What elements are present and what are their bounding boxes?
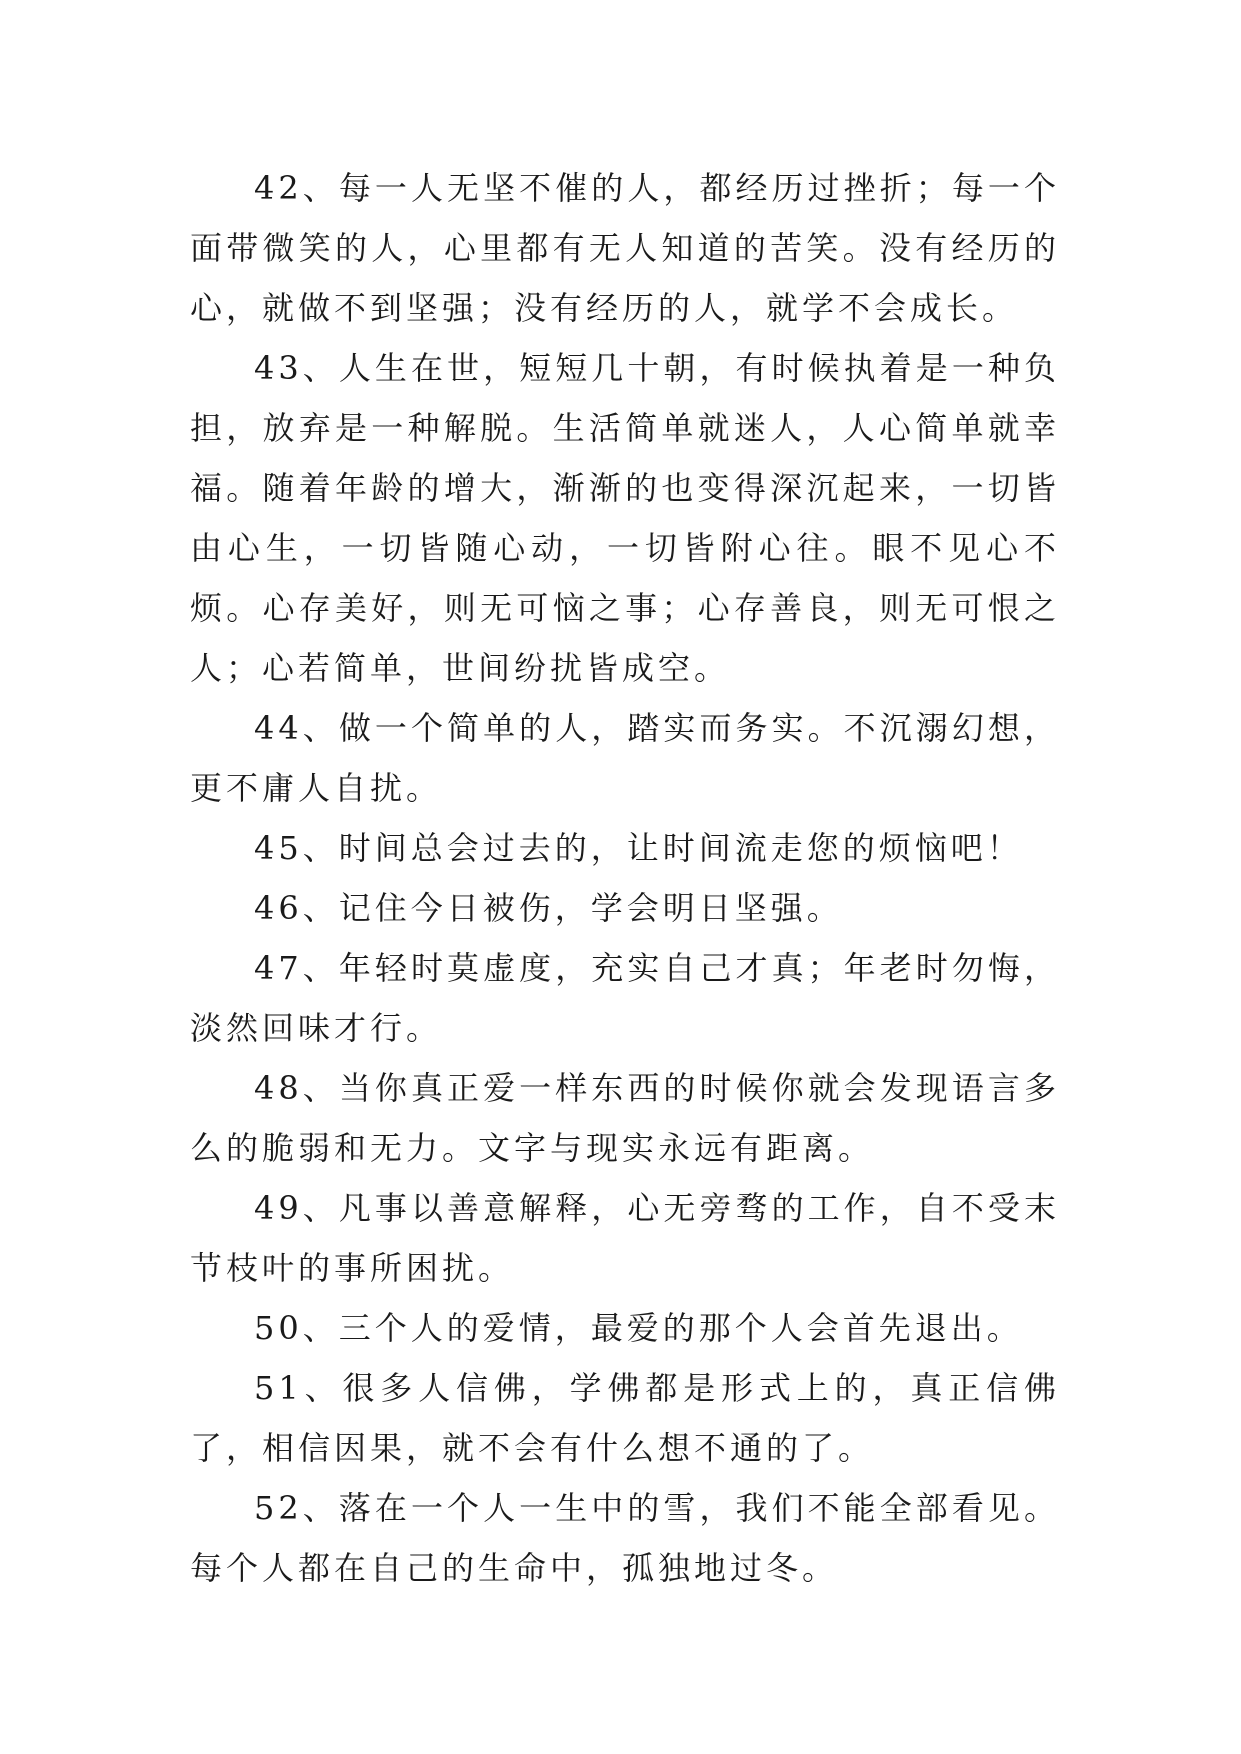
- paragraph-45: 45、时间总会过去的，让时间流走您的烦恼吧！: [254, 829, 1023, 867]
- paragraph-48: 48、当你真正爱一样东西的时候你就会发现语言多么的脆弱和无力。文字与现实永远有距离。: [190, 1069, 1060, 1167]
- paragraph-44: 44、做一个简单的人，踏实而务实。不沉溺幻想，更不庸人自扰。: [190, 709, 1060, 807]
- paragraph-50: 50、三个人的爱情，最爱的那个人会首先退出。: [254, 1309, 1023, 1347]
- paragraph-42: 42、每一人无坚不催的人，都经历过挫折；每一个面带微笑的人，心里都有无人知道的苦笑。没有经历的心，就做不到坚强；没有经历的人，就学不会成长。: [190, 169, 1060, 327]
- paragraph-52: 52、落在一个人一生中的雪，我们不能全部看见。每个人都在自己的生命中，孤独地过冬。: [190, 1489, 1060, 1587]
- paragraph-46: 46、记住今日被伤，学会明日坚强。: [254, 889, 843, 927]
- paragraph-47: 47、年轻时莫虚度，充实自己才真；年老时勿悔，淡然回味才行。: [190, 949, 1060, 1047]
- document-body: [190, 158, 1060, 1598]
- paragraph-51: 51、很多人信佛，学佛都是形式上的，真正信佛了，相信因果，就不会有什么想不通的了。: [190, 1369, 1060, 1467]
- paragraph-49: 49、凡事以善意解释，心无旁骛的工作，自不受末节枝叶的事所困扰。: [190, 1189, 1060, 1287]
- paragraph-43: 43、人生在世，短短几十朝，有时候执着是一种负担，放弃是一种解脱。生活简单就迷人，人心简单就幸福。随着年龄的增大，渐渐的也变得深沉起来，一切皆由心生，一切皆随心动，一切皆附心往。眼不见心不烦。心存美好，则无可恼之事；心存善良，则无可恨之人；心若简单，世间纷扰皆成空。: [190, 349, 1060, 687]
